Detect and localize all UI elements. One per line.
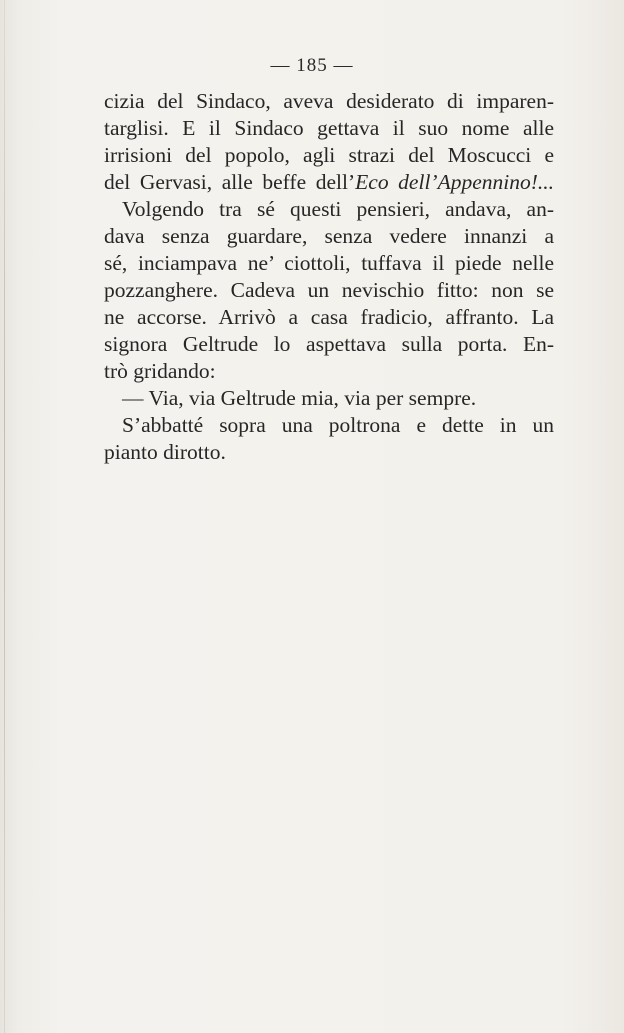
dialogue-line: — Via, via Geltrude mia, via per sempre. — [122, 386, 477, 410]
paragraph-start-line: Volgendo tra sé questi pensieri, andava, an- — [122, 197, 554, 221]
text-line: targlisi. E il Sindaco gettava il suo nome alle — [104, 116, 554, 140]
paragraph-end-line: trò gridando: — [104, 359, 216, 383]
text-line: cizia del Sindaco, aveva desiderato di imparen- — [104, 89, 554, 113]
text-line: irrisioni del popolo, agli strazi del Moscucci e — [104, 143, 554, 167]
text-line: ne accorse. Arrivò a casa fradicio, affranto. La — [104, 305, 554, 329]
text-line: pozzanghere. Cadeva un nevischio fitto: non se — [104, 278, 554, 302]
text-line: signora Geltrude lo aspettava sulla porta. En- — [104, 332, 554, 356]
text-line: sé, inciampava ne’ ciottoli, tuffava il piede nelle — [104, 251, 554, 275]
newspaper-title: Eco dell’Appennino!... — [355, 170, 555, 194]
page-edge-shadow — [4, 0, 5, 1033]
paragraph-end-line: pianto dirotto. — [104, 440, 226, 464]
text-line-roman-part: del Gervasi, alle beffe dell’ — [104, 170, 356, 194]
page-body-text — [104, 88, 554, 466]
paragraph-start-line: S’abbatté sopra una poltrona e dette in un — [122, 413, 554, 437]
page-number: — 185 — — [270, 55, 354, 76]
text-line: dava senza guardare, senza vedere innanzi a — [104, 224, 554, 248]
text-line-with-italic — [104, 169, 554, 196]
